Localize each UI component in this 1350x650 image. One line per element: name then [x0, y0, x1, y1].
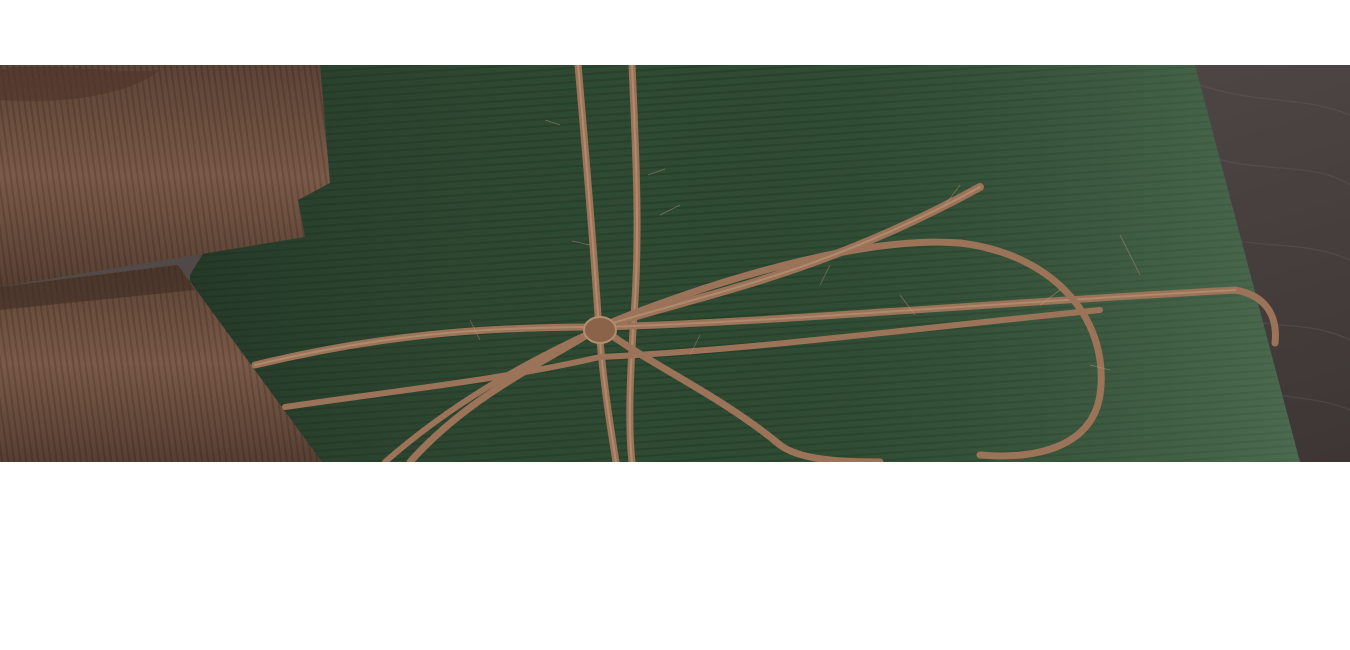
top-bar — [0, 0, 1350, 65]
gift-package-image — [0, 65, 1350, 462]
hero-banner — [0, 65, 1350, 462]
content-area — [0, 462, 1350, 650]
